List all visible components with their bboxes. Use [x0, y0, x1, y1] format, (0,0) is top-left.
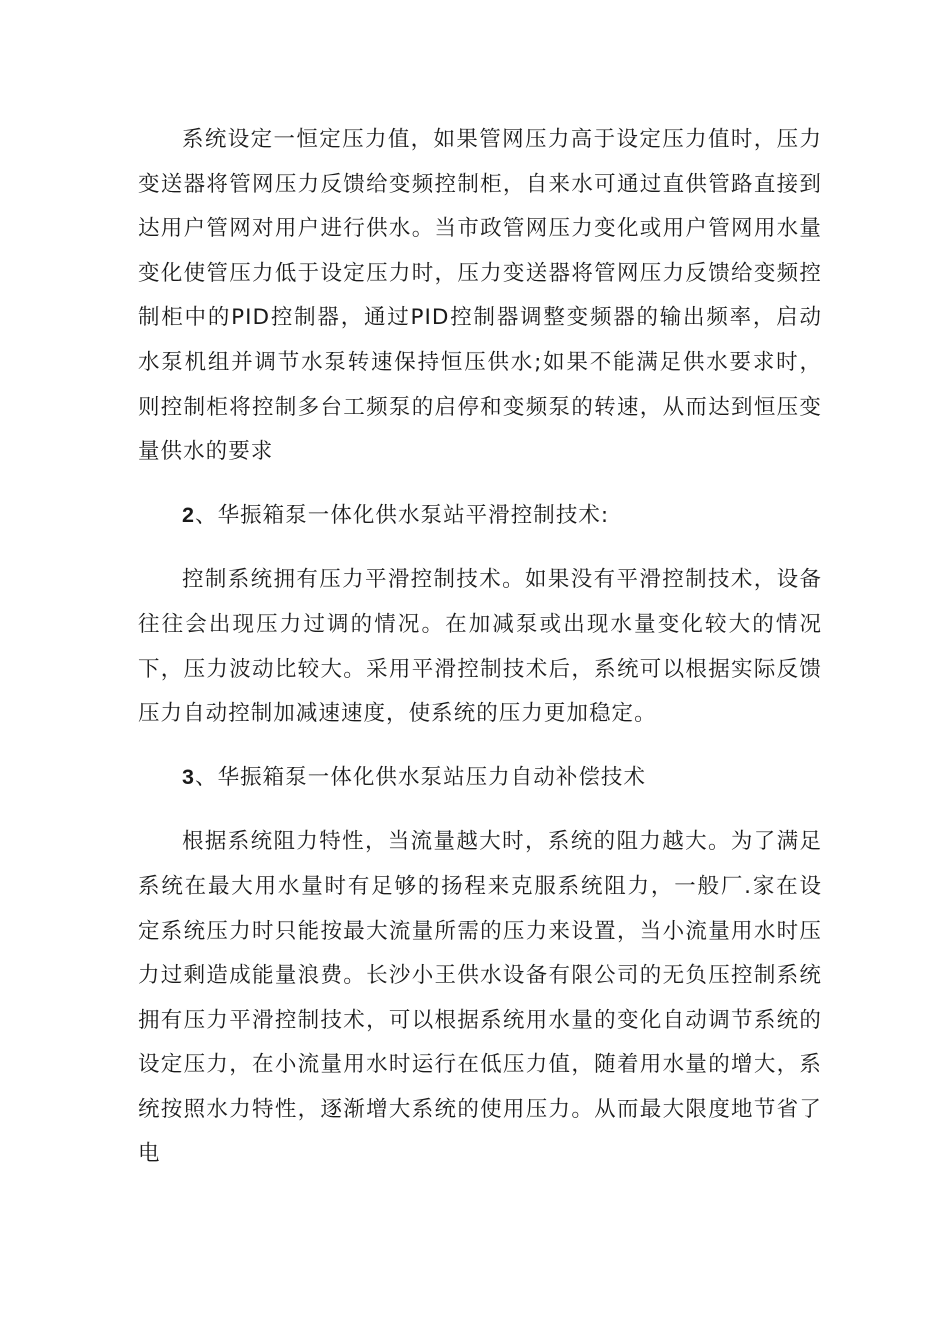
section-number: 2: [182, 502, 196, 527]
paragraph-pressure-compensation: 根据系统阻力特性，当流量越大时，系统的阻力越大。为了满足系统在最大用水量时有足够的扬程来克服系统阻力，一般厂.家在设定系统压力时只能按最大流量所需的压力来设置，当小流量用水时压力过剩造成能量浪费。长沙小王供水设备有限公司的无负压控制系统拥有压力平滑控制技术，可以根据系统用水量的变化自动调节系统的设定压力，在小流量用水时运行在低压力值，随着用水量的增大，系统按照水力特性，逐渐增大系统的使用压力。从而最大限度地节省了电: [138, 829, 822, 1167]
section-title: 、华振箱泵一体化供水泵站压力自动补偿技术: [195, 764, 647, 790]
section-heading-smooth-control: [138, 493, 822, 539]
section-title: 、华振箱泵一体化供水泵站平滑控制技术:: [195, 502, 610, 528]
spacer: [138, 737, 822, 755]
section-number: 3: [182, 764, 196, 789]
spacer: [138, 538, 822, 558]
paragraph-constant-pressure: 系统设定一恒定压力值，如果管网压力高于设定压力值时，压力变送器将管网压力反馈给变频控制柜，自来水可通过直供管路直接到达用户管网对用户进行供水。当市政管网压力变化或用户管网用水量变化使管压力低于设定压力时，压力变送器将管网压力反馈给变频控制柜中的PID控制器，通过PID控制器调整变频器的输出频率，启动水泵机组并调节水泵转速保持恒压供水;如果不能满足供水要求时，则控制柜将控制多台工频泵的启停和变频泵的转速，从而达到恒压变量供水的要求: [138, 127, 822, 465]
spacer: [138, 475, 822, 493]
document-body: [138, 118, 822, 1177]
section-heading-pressure-compensation: [138, 755, 822, 801]
spacer: [138, 800, 822, 820]
paragraph-smooth-control: 控制系统拥有压力平滑控制技术。如果没有平滑控制技术，设备往往会出现压力过调的情况。在加减泵或出现水量变化较大的情况下，压力波动比较大。采用平滑控制技术后，系统可以根据实际反馈压力自动控制加减速速度，使系统的压力更加稳定。: [138, 567, 822, 727]
